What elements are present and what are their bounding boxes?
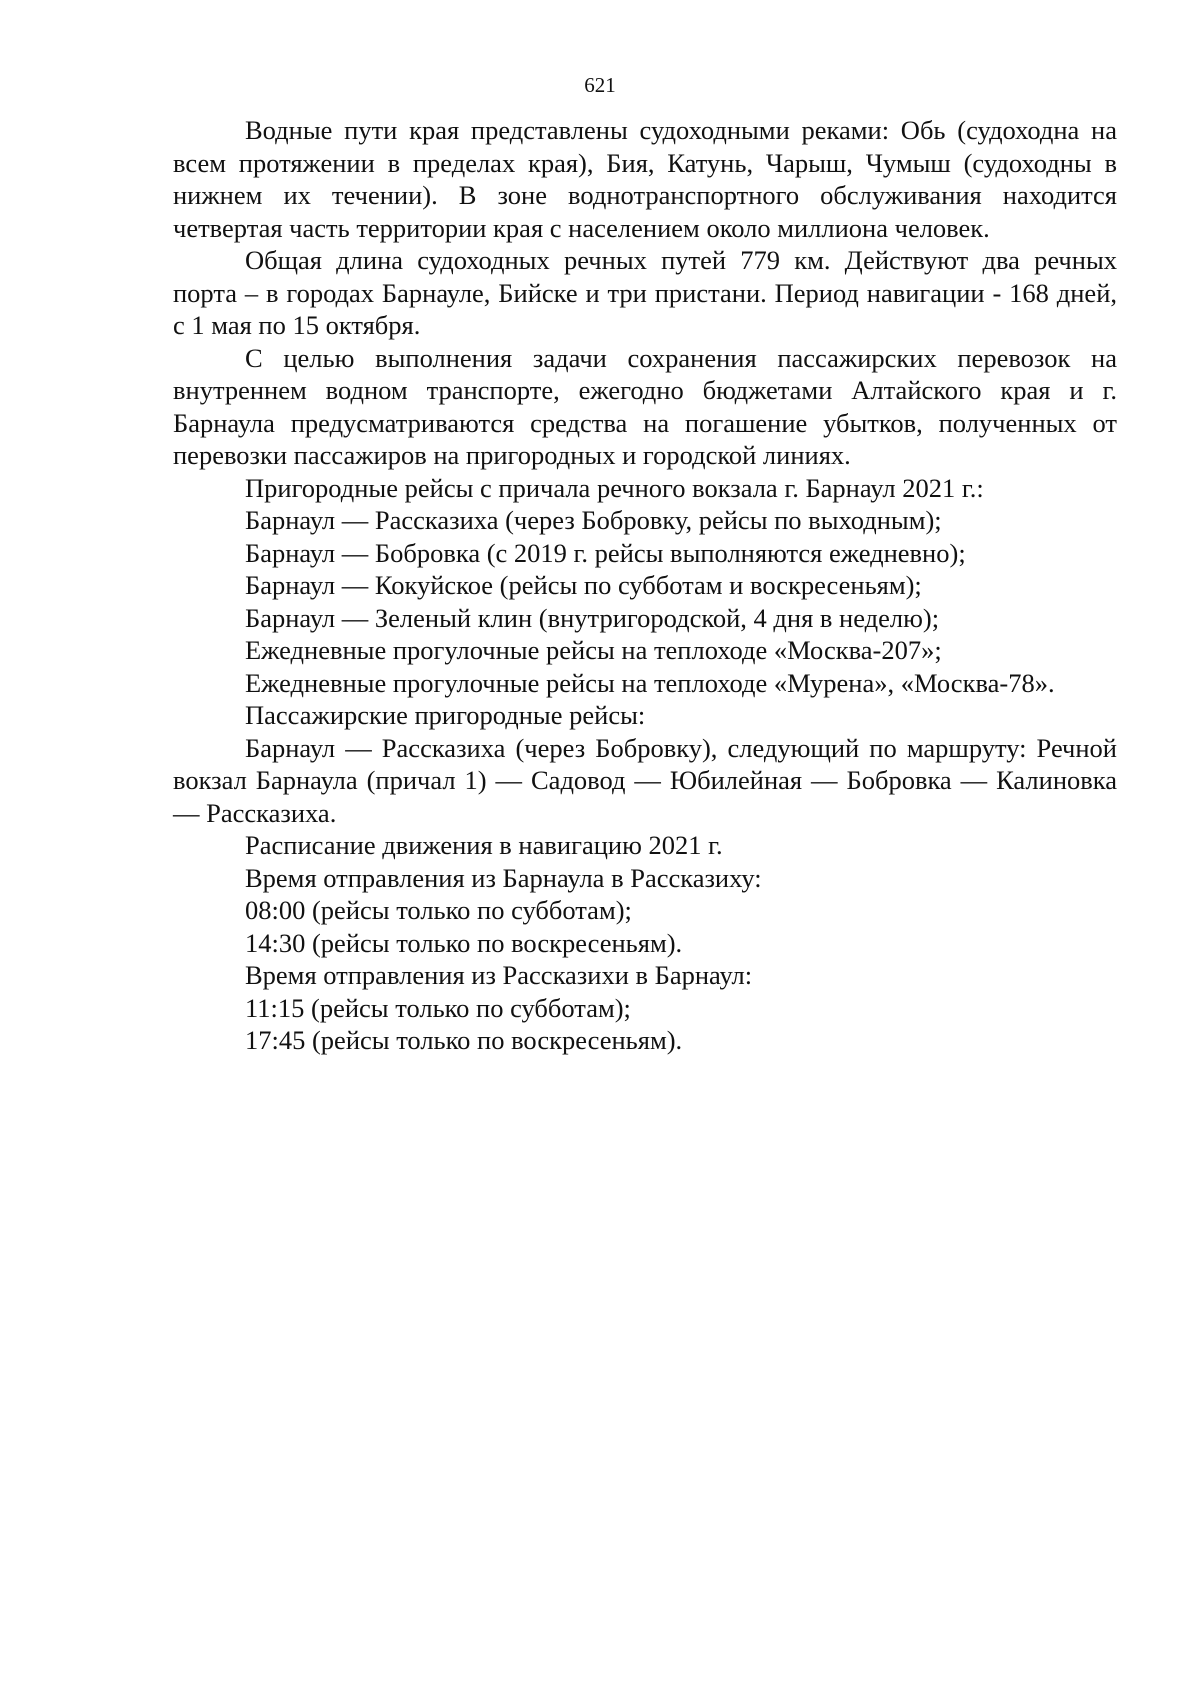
- route-list-item: Ежедневные прогулочные рейсы на теплоходе «Москва-207»;: [245, 635, 942, 665]
- departure-time-item: 11:15 (рейсы только по субботам);: [245, 992, 631, 1023]
- paragraph-river-length: Общая длина судоходных речных путей 779 км. Действуют два речных порта – в городах Барнауле, Бийске и три пристани. Период навигации - 168 дней, с 1 мая по 15 октября.: [173, 245, 1117, 340]
- passenger-routes-heading: Пассажирские пригородные рейсы:: [245, 700, 646, 730]
- route-list-item: Барнаул — Кокуйское (рейсы по субботам и воскресеньям);: [245, 570, 922, 600]
- departure-rasskazikha-heading: Время отправления из Рассказихи в Барнаул:: [245, 960, 753, 990]
- paragraph-waterways: Водные пути края представлены судоходными реками: Обь (судоходна на всем протяжении в пределах края), Бия, Катунь, Чарыш, Чумыш (судоходны в нижнем их течении). В зоне воднотранспортного обслуживания находится четвертая часть территории края с населением около миллиона человек.: [173, 115, 1117, 243]
- route-list-item: Барнаул — Зеленый клин (внутригородской, 4 дня в неделю);: [245, 602, 940, 633]
- page-number: 621: [584, 73, 616, 97]
- passenger-route-description: Барнаул — Рассказиха (через Бобровку), следующий по маршруту: Речной вокзал Барнаула (причал 1) — Садовод — Юбилейная — Бобровка — Калиновка — Рассказиха.: [173, 732, 1117, 828]
- departure-time-item: 14:30 (рейсы только по воскресеньям).: [245, 927, 683, 958]
- schedule-heading: Расписание движения в навигацию 2021 г.: [245, 830, 723, 860]
- suburban-routes-heading: Пригородные рейсы с причала речного вокзала г. Барнаул 2021 г.:: [245, 472, 984, 503]
- paragraph-subsidies: С целью выполнения задачи сохранения пассажирских перевозок на внутреннем водном транспорте, ежегодно бюджетами Алтайского края и г. Барнаула предусматриваются средства на погашение убытков, полученных от перевозки пассажиров на пригородных и городской линиях.: [173, 342, 1117, 470]
- departure-time-item: 08:00 (рейсы только по субботам);: [245, 895, 632, 925]
- route-list-item: Ежедневные прогулочные рейсы на теплоходе «Мурена», «Москва-78».: [245, 667, 1055, 698]
- departure-barnaul-heading: Время отправления из Барнаула в Рассказиху:: [245, 862, 762, 893]
- route-list-item: Барнаул — Бобровка (с 2019 г. рейсы выполняются ежедневно);: [245, 537, 966, 568]
- document-body: [173, 114, 1117, 1057]
- route-list-item: Барнаул — Рассказиха (через Бобровку, рейсы по выходным);: [245, 505, 942, 535]
- departure-time-item: 17:45 (рейсы только по воскресеньям).: [245, 1025, 683, 1055]
